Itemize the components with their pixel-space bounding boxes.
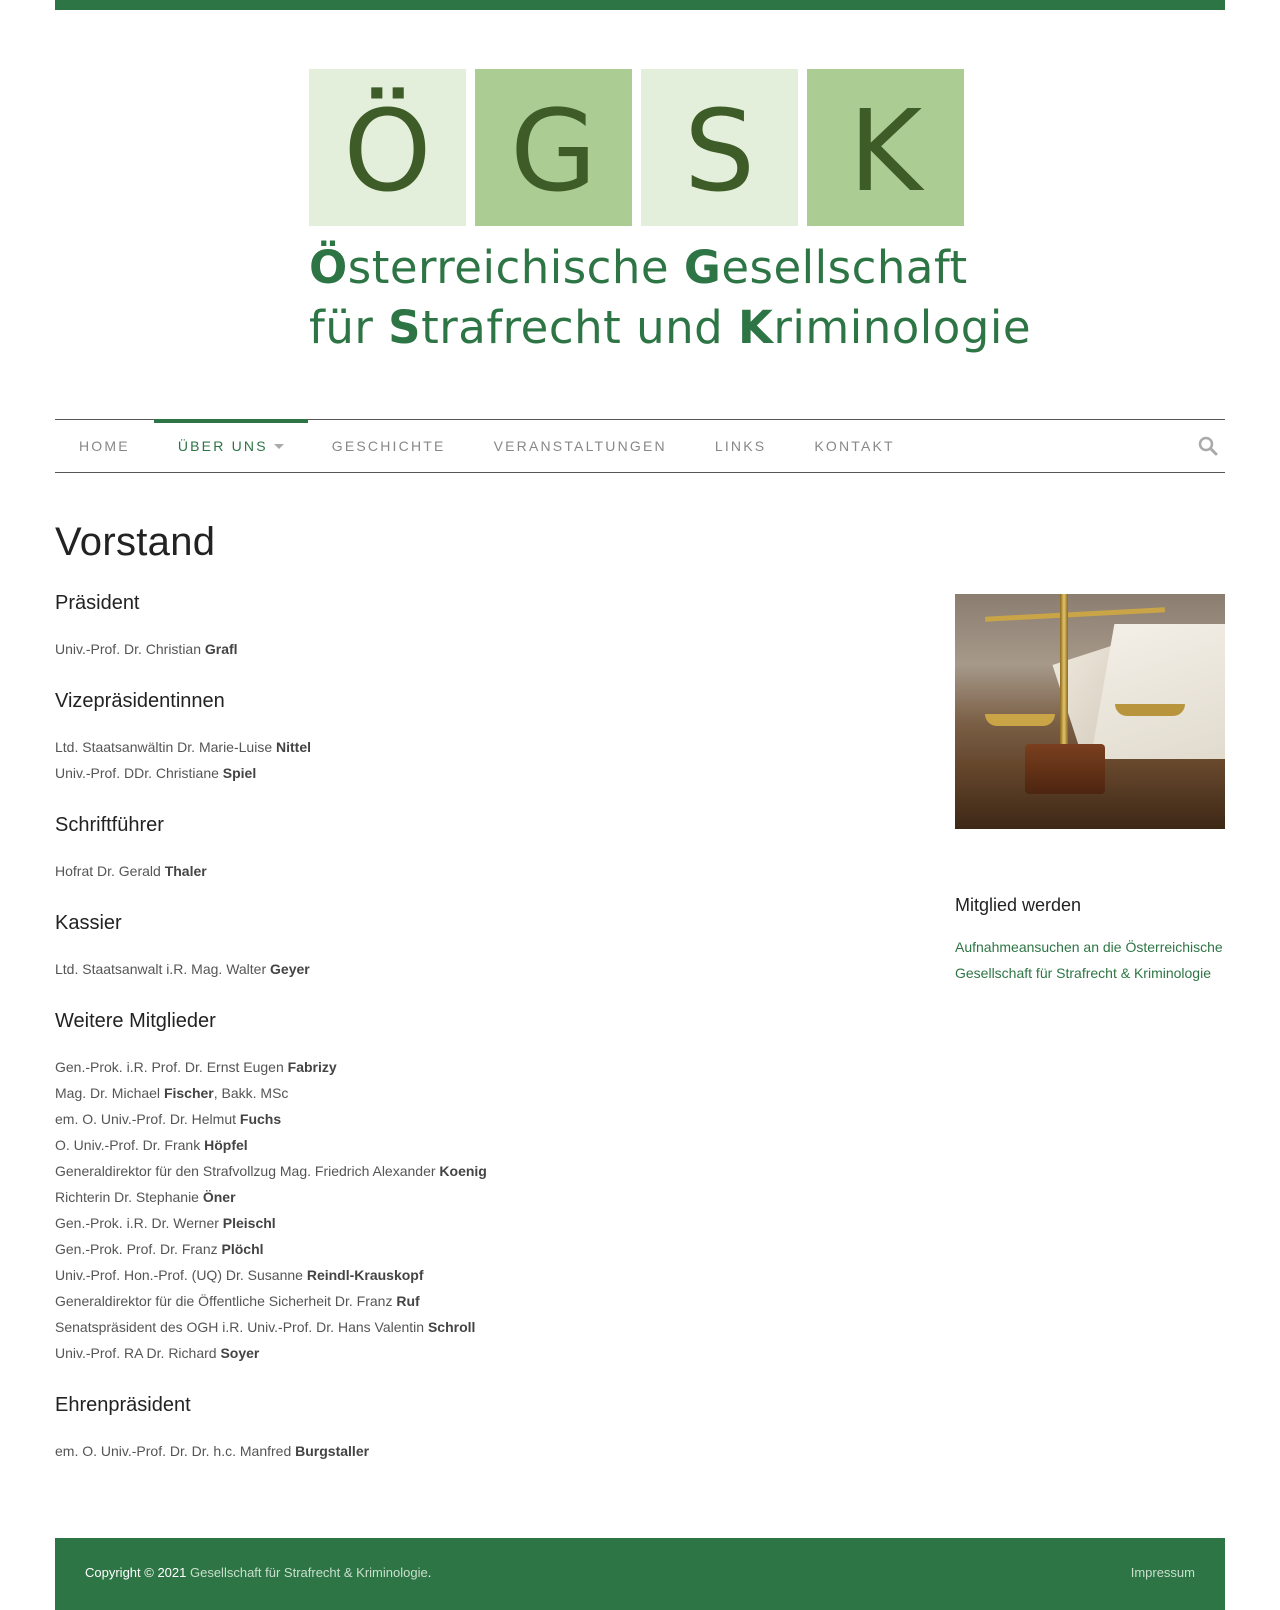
nav-item-links[interactable]	[691, 420, 790, 472]
logo-text-line2	[309, 301, 1032, 354]
member-entry	[55, 1340, 875, 1366]
member-title: Gen.-Prok. i.R. Prof. Dr. Ernst Eugen	[55, 1059, 288, 1075]
impressum-link[interactable]: Impressum	[1130, 1565, 1195, 1580]
nav-item-label: KONTAKT	[814, 438, 895, 454]
section-heading: Weitere Mitglieder	[55, 1010, 216, 1032]
member-entry	[55, 636, 875, 662]
member-surname: Thaler	[164, 863, 207, 879]
member-title: Hofrat Dr. Gerald	[55, 863, 165, 879]
top-accent-bar	[55, 0, 1225, 10]
member-suffix: , Bakk. MSc	[213, 1085, 289, 1101]
member-entry	[55, 734, 875, 760]
member-surname: Fischer	[163, 1085, 214, 1101]
member-entry	[55, 858, 875, 884]
member-entry	[55, 1158, 875, 1184]
member-entry	[55, 956, 875, 982]
member-surname: Burgstaller	[295, 1443, 370, 1459]
page-title: Vorstand	[55, 520, 216, 564]
logo-letter-box	[641, 69, 798, 226]
logo-text-line1	[309, 241, 969, 294]
member-surname: Pleischl	[222, 1215, 276, 1231]
nav-item-home[interactable]	[55, 420, 154, 472]
logo-letter: G	[510, 86, 597, 217]
member-title: Gen.-Prok. Prof. Dr. Franz	[55, 1241, 222, 1257]
board-section	[55, 688, 875, 786]
logo-letter-box	[309, 69, 466, 226]
member-entry	[55, 1438, 875, 1464]
member-surname: Nittel	[276, 739, 311, 755]
nav-item-label: VERANSTALTUNGEN	[493, 438, 667, 454]
sidebar	[955, 594, 1225, 986]
chevron-down-icon	[274, 444, 284, 449]
nav-item-geschichte[interactable]	[308, 420, 470, 472]
member-entry	[55, 1236, 875, 1262]
member-surname: Öner	[202, 1189, 236, 1205]
member-title: Univ.-Prof. RA Dr. Richard	[55, 1345, 221, 1361]
logo-letter-box	[475, 69, 632, 226]
logo-text-part: G	[683, 241, 722, 294]
logo-text-part: esellschaft	[721, 241, 968, 294]
member-surname: Fabrizy	[287, 1059, 337, 1075]
member-entry	[55, 1080, 875, 1106]
board-section	[55, 1008, 875, 1366]
section-heading: Ehrenpräsident	[55, 1394, 191, 1416]
member-title: Ltd. Staatsanwalt i.R. Mag. Walter	[55, 961, 271, 977]
member-title: Univ.-Prof. Dr. Christian	[55, 641, 205, 657]
member-title: Univ.-Prof. Hon.-Prof. (UQ) Dr. Susanne	[55, 1267, 307, 1283]
member-surname: Reindl-Krauskopf	[306, 1267, 424, 1283]
logo-letter: Ö	[343, 86, 432, 217]
member-entry	[55, 1106, 875, 1132]
member-surname: Schroll	[427, 1319, 476, 1335]
member-surname: Koenig	[439, 1163, 487, 1179]
logo-text-part: K	[737, 301, 774, 354]
board-section	[55, 590, 875, 662]
member-surname: Grafl	[204, 641, 238, 657]
logo-text-part: trafrecht und	[421, 301, 738, 354]
nav-item-veranstaltungen[interactable]	[470, 420, 691, 472]
member-surname: Plöchl	[221, 1241, 264, 1257]
member-surname: Ruf	[396, 1293, 420, 1309]
search-icon[interactable]	[1197, 435, 1219, 457]
section-heading: Schriftführer	[55, 814, 164, 836]
board-section	[55, 910, 875, 982]
logo-text-part: sterreichische	[347, 241, 684, 294]
member-entry	[55, 1184, 875, 1210]
nav-item-kontakt[interactable]	[790, 420, 918, 472]
copyright-text	[85, 1565, 431, 1580]
member-surname: Spiel	[222, 765, 257, 781]
member-title: em. O. Univ.-Prof. Dr. Dr. h.c. Manfred	[55, 1443, 296, 1459]
logo-text-part: für	[309, 301, 389, 354]
member-entry	[55, 760, 875, 786]
logo-text-part: riminologie	[773, 301, 1032, 354]
nav-item-label: ÜBER UNS	[177, 438, 268, 454]
site-footer	[55, 1538, 1225, 1610]
member-entry	[55, 1314, 875, 1340]
logo-text-part: S	[388, 301, 422, 354]
member-title: Mag. Dr. Michael	[55, 1085, 164, 1101]
main-content	[55, 590, 875, 1490]
member-surname: Höpfel	[204, 1137, 248, 1153]
member-title: O. Univ.-Prof. Dr. Frank	[55, 1137, 205, 1153]
nav-item-label: GESCHICHTE	[331, 438, 446, 454]
justice-scales-image	[955, 594, 1225, 829]
member-title: Generaldirektor für die Öffentliche Sicherheit Dr. Franz	[55, 1293, 397, 1309]
board-section	[55, 812, 875, 884]
copyright-site-link[interactable]: Gesellschaft für Strafrecht & Kriminologie	[189, 1565, 428, 1580]
nav-item-label: LINKS	[714, 438, 767, 454]
copyright-prefix: Copyright © 2021	[85, 1565, 190, 1580]
member-title: Senatspräsident des OGH i.R. Univ.-Prof. Dr. Hans Valentin	[55, 1319, 428, 1335]
nav-item-label: HOME	[79, 438, 130, 454]
membership-application-link[interactable]: Aufnahmeansuchen an die Österreichische Gesellschaft für Strafrecht & Kriminologie	[955, 939, 1223, 981]
section-heading: Kassier	[55, 912, 122, 934]
section-heading: Vizepräsidentinnen	[55, 690, 225, 712]
member-surname: Soyer	[220, 1345, 260, 1361]
widget-title: Mitglied werden	[955, 895, 1082, 915]
member-entry	[55, 1288, 875, 1314]
member-title: Richterin Dr. Stephanie	[55, 1189, 203, 1205]
member-title: Generaldirektor für den Strafvollzug Mag. Friedrich Alexander	[55, 1163, 440, 1179]
member-entry	[55, 1262, 875, 1288]
member-entry	[55, 1132, 875, 1158]
member-title: Gen.-Prok. i.R. Dr. Werner	[55, 1215, 223, 1231]
member-surname: Geyer	[270, 961, 310, 977]
member-entry	[55, 1210, 875, 1236]
site-logo[interactable]	[309, 69, 1032, 359]
board-section	[55, 1392, 875, 1464]
logo-letter: S	[683, 86, 756, 217]
member-surname: Fuchs	[239, 1111, 282, 1127]
nav-item-ueber-uns[interactable]	[154, 419, 308, 471]
main-navigation	[55, 419, 1225, 473]
member-title: Univ.-Prof. DDr. Christiane	[55, 765, 223, 781]
section-heading: Präsident	[55, 592, 140, 614]
logo-text-part: Ö	[309, 241, 348, 294]
copyright-suffix: .	[427, 1565, 432, 1580]
member-entry	[55, 1054, 875, 1080]
logo-letter: K	[848, 86, 923, 217]
member-title: Ltd. Staatsanwältin Dr. Marie-Luise	[55, 739, 276, 755]
member-title: em. O. Univ.-Prof. Dr. Helmut	[55, 1111, 240, 1127]
logo-letter-box	[807, 69, 964, 226]
